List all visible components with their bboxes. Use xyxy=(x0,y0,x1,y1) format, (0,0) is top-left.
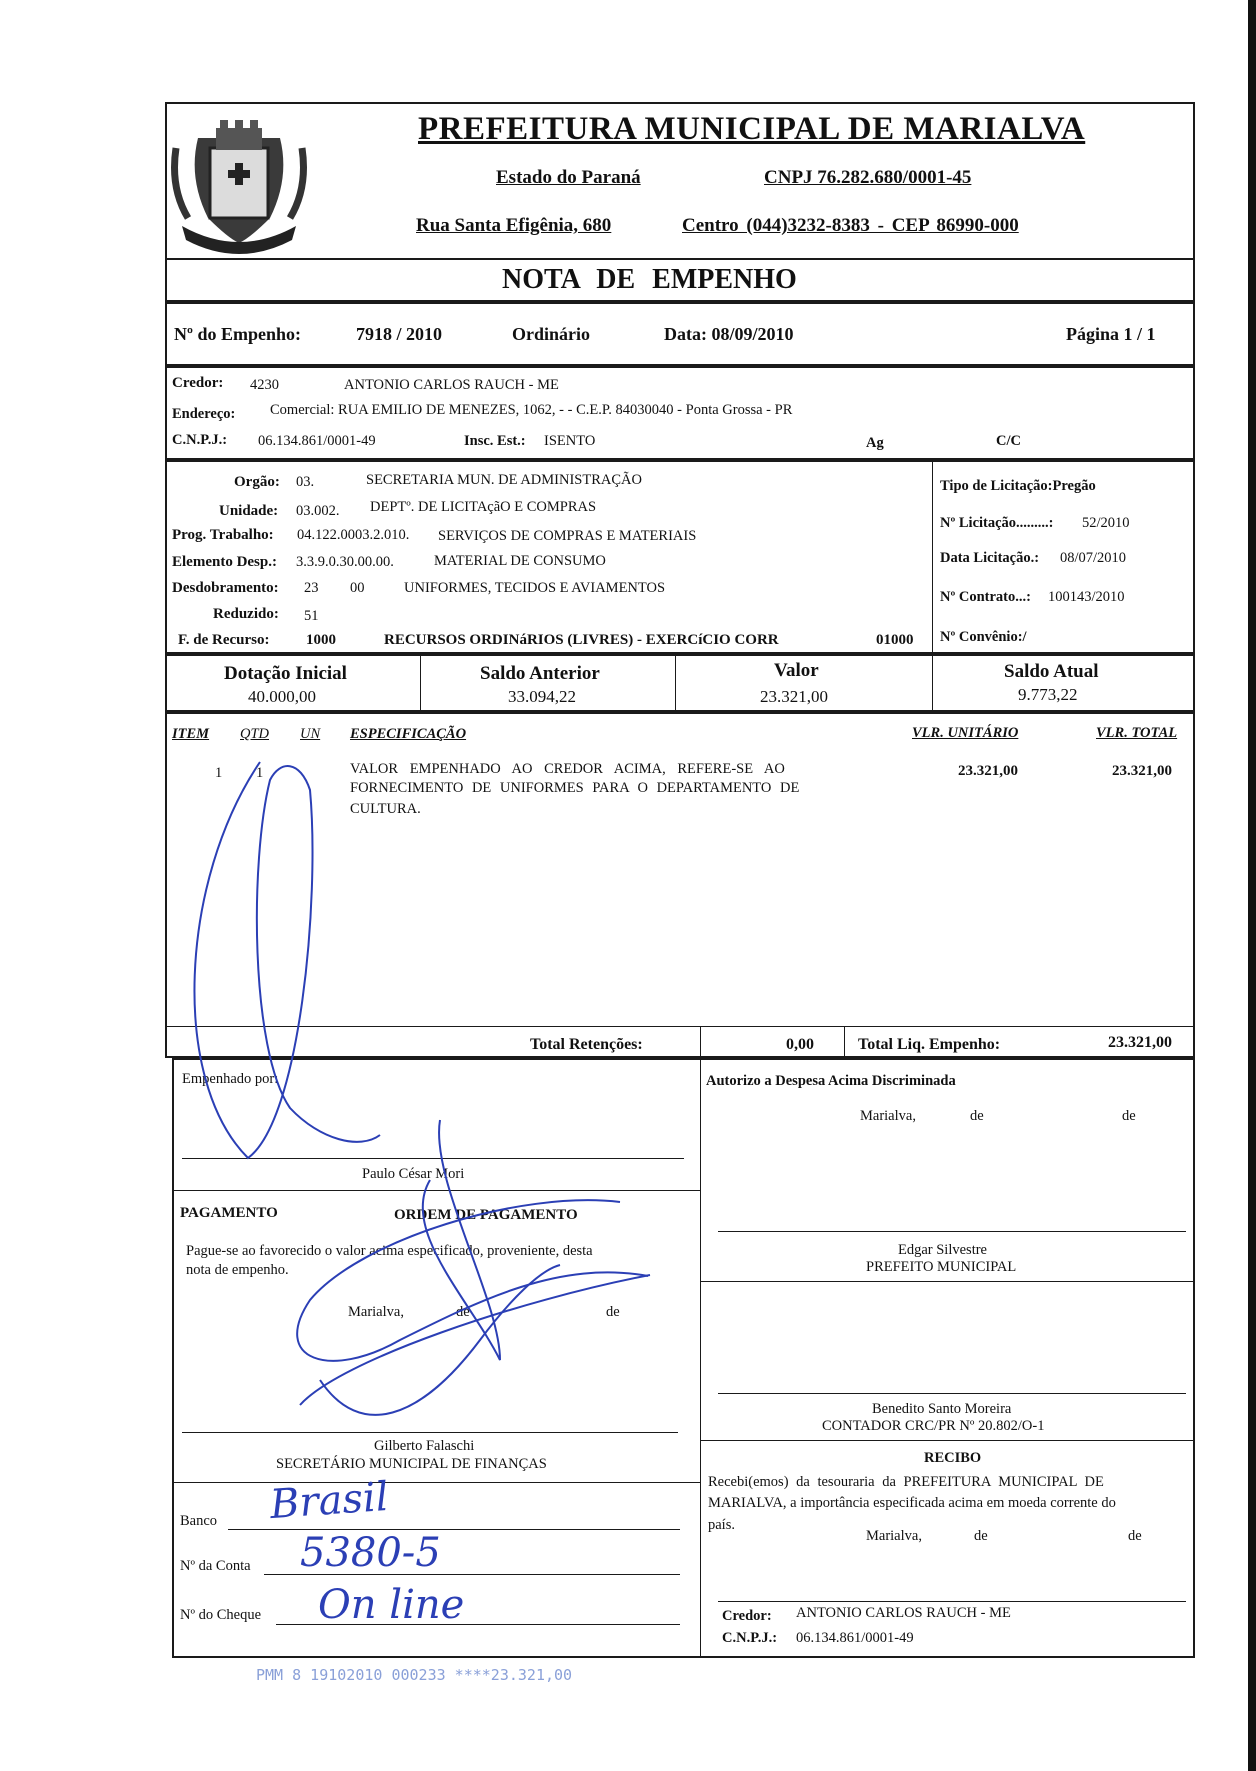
classificacao-divider xyxy=(932,460,933,654)
unidade-label: Unidade: xyxy=(219,503,279,519)
recibo-texto-3: país. xyxy=(708,1517,735,1533)
recibo-cidade: Marialva, xyxy=(866,1528,922,1544)
col-un: UN xyxy=(300,726,321,742)
desd-cod1: 23 xyxy=(304,580,319,596)
licitacao-data: 08/07/2010 xyxy=(1060,550,1127,566)
saldo-atual-valor: 9.773,22 xyxy=(1018,685,1078,704)
ordem-pagamento-label: ORDEM DE PAGAMENTO xyxy=(394,1207,578,1223)
row-espec-2: FORNECIMENTO DE UNIFORMES PARA O DEPARTAMENTO DE xyxy=(350,780,800,796)
header-endereco: Rua Santa Efigênia, 680 xyxy=(416,215,612,236)
empenho-label: Nº do Empenho: xyxy=(174,324,301,344)
desd-desc: UNIFORMES, TECIDOS E AVIAMENTOS xyxy=(404,580,666,596)
col-qtd: QTD xyxy=(240,726,270,742)
credor-insc-label: Insc. Est.: xyxy=(464,433,526,449)
doc-title: NOTA DE EMPENHO xyxy=(502,264,797,295)
header-estado: Estado do Paraná xyxy=(496,167,641,188)
autorizo-de2: de xyxy=(1122,1108,1136,1124)
prefeito-signature-line xyxy=(718,1231,1186,1232)
municipal-coat-of-arms-icon xyxy=(168,108,310,256)
header-title: PREFEITURA MUNICIPAL DE MARIALVA xyxy=(418,111,1086,147)
recibo-texto-1: Recebi(emos) da tesouraria da PREFEITURA MUNICIPAL DE xyxy=(708,1474,1104,1490)
prog-cod: 04.122.0003.2.010. xyxy=(297,527,410,543)
banco-handwritten: Brasil xyxy=(268,1473,390,1529)
pagamento-de1: de xyxy=(456,1304,470,1320)
pagamento-label: PAGAMENTO xyxy=(180,1205,278,1221)
licitacao-contrato: 100143/2010 xyxy=(1048,589,1125,605)
reduzido-cod: 51 xyxy=(304,608,319,624)
col-item: ITEM xyxy=(172,726,210,742)
payment-stamp: PMM 8 19102010 000233 ****23.321,00 xyxy=(256,1666,573,1684)
row-espec-1: VALOR EMPENHADO AO CREDOR ACIMA, REFERE-SE AO xyxy=(350,761,785,777)
scan-edge xyxy=(1248,0,1256,1771)
dotacao-label: Dotação Inicial xyxy=(224,663,347,684)
empenhado-label: Empenhado por: xyxy=(182,1071,279,1087)
conta-handwritten: 5380-5 xyxy=(300,1530,441,1576)
autorizo-label: Autorizo a Despesa Acima Discriminada xyxy=(706,1073,956,1089)
row-vlr-unitario: 23.321,00 xyxy=(958,763,1018,779)
desd-label: Desdobramento: xyxy=(172,580,279,596)
row-item: 1 xyxy=(215,765,223,781)
frec-num: 01000 xyxy=(876,632,914,648)
frec-desc: RECURSOS ORDINáRIOS (LIVRES) - EXERCíCIO CORR xyxy=(384,632,779,648)
credor-endereco: Comercial: RUA EMILIO DE MENEZES, 1062, - - C.E.P. 84030040 - Ponta Grossa - PR xyxy=(270,402,793,418)
elem-label: Elemento Desp.: xyxy=(172,554,277,570)
pagamento-top xyxy=(172,1190,700,1191)
contador-nome: Benedito Santo Moreira xyxy=(872,1401,1012,1417)
saldo-anterior-valor: 33.094,22 xyxy=(508,687,576,706)
licitacao-tipo: Tipo de Licitação:Pregão xyxy=(940,478,1096,494)
pagamento-cidade: Marialva, xyxy=(348,1304,404,1320)
credor-label: Credor: xyxy=(172,375,224,391)
empenho-pagina: Página 1 / 1 xyxy=(1066,324,1156,344)
empenhado-nome: Paulo César Mori xyxy=(362,1166,465,1182)
recibo-de1: de xyxy=(974,1528,988,1544)
secretario-cargo: SECRETÁRIO MUNICIPAL DE FINANÇAS xyxy=(276,1456,547,1472)
prefeito-nome: Edgar Silvestre xyxy=(898,1242,987,1258)
saldo-anterior-label: Saldo Anterior xyxy=(480,663,600,684)
empenho-numero: 7918 / 2010 xyxy=(356,324,443,344)
orgao-cod: 03. xyxy=(296,474,315,490)
credor-insc: ISENTO xyxy=(544,433,596,449)
recibo-section-top xyxy=(700,1440,1195,1441)
orgao-desc: SECRETARIA MUN. DE ADMINISTRAÇÃO xyxy=(366,472,642,488)
frec-cod: 1000 xyxy=(306,632,336,648)
empenho-tipo: Ordinário xyxy=(512,324,591,344)
credor-cnpj-label: C.N.P.J.: xyxy=(172,432,228,448)
saldos-div1 xyxy=(420,654,421,712)
totais-top xyxy=(165,1026,1195,1027)
credor-cnpj: 06.134.861/0001-49 xyxy=(258,433,376,449)
valor-valor: 23.321,00 xyxy=(760,687,828,706)
row-vlr-total: 23.321,00 xyxy=(1112,763,1172,779)
dotacao-valor: 40.000,00 xyxy=(248,687,316,706)
licitacao-numero: 52/2010 xyxy=(1082,515,1130,531)
total-liq-label: Total Liq. Empenho: xyxy=(858,1036,1001,1053)
cheque-handwritten: On line xyxy=(318,1582,465,1628)
licitacao-contrato-label: Nº Contrato...: xyxy=(940,589,1031,605)
saldos-div3 xyxy=(932,654,933,712)
valor-label: Valor xyxy=(774,660,819,681)
pagamento-texto-2: nota de empenho. xyxy=(186,1262,289,1278)
credor-nome: ANTONIO CARLOS RAUCH - ME xyxy=(344,377,559,393)
totais-div2 xyxy=(844,1026,845,1058)
recibo-de2: de xyxy=(1128,1528,1142,1544)
elem-cod: 3.3.9.0.30.00.00. xyxy=(296,554,394,570)
recibo-credor: ANTONIO CARLOS RAUCH - ME xyxy=(796,1605,1011,1621)
secretario-signature-line xyxy=(182,1432,678,1433)
licitacao-data-label: Data Licitação.: xyxy=(940,550,1040,566)
saldos-div2 xyxy=(675,654,676,712)
empenhado-signature-line xyxy=(182,1158,684,1159)
credor-codigo: 4230 xyxy=(250,377,279,393)
prog-label: Prog. Trabalho: xyxy=(172,527,274,543)
row-espec-3: CULTURA. xyxy=(350,801,421,817)
recibo-texto-2: MARIALVA, a importância especificada acima em moeda corrente do xyxy=(708,1495,1116,1511)
recibo-cnpj: 06.134.861/0001-49 xyxy=(796,1630,914,1646)
unidade-desc: DEPTº. DE LICITAçãO E COMPRAS xyxy=(370,499,597,515)
contador-signature-line xyxy=(718,1393,1186,1394)
total-liq-valor: 23.321,00 xyxy=(1108,1034,1172,1051)
recibo-signature-line xyxy=(718,1601,1186,1602)
autorizo-cidade: Marialva, xyxy=(860,1108,916,1124)
recibo-cnpj-label: C.N.P.J.: xyxy=(722,1630,778,1646)
total-retencoes-label: Total Retenções: xyxy=(530,1036,643,1053)
credor-ag-label: Ag xyxy=(866,435,884,451)
contador-section-top xyxy=(700,1281,1195,1282)
recibo-label: RECIBO xyxy=(924,1450,982,1466)
recibo-credor-label: Credor: xyxy=(722,1608,772,1624)
secretario-nome: Gilberto Falaschi xyxy=(374,1438,475,1454)
licitacao-numero-label: Nº Licitação.........: xyxy=(940,515,1054,531)
totais-div1 xyxy=(700,1026,701,1058)
reduzido-label: Reduzido: xyxy=(213,606,279,622)
header-cnpj: CNPJ 76.282.680/0001-45 xyxy=(764,167,972,188)
orgao-label: Orgão: xyxy=(234,474,280,490)
banco-section-top xyxy=(172,1482,700,1483)
elem-desc: MATERIAL DE CONSUMO xyxy=(434,553,606,569)
contador-cargo: CONTADOR CRC/PR Nº 20.802/O-1 xyxy=(822,1418,1045,1434)
pagamento-de2: de xyxy=(606,1304,620,1320)
frec-label: F. de Recurso: xyxy=(178,632,270,648)
banco-line xyxy=(228,1529,680,1530)
col-especificacao: ESPECIFICAÇÃO xyxy=(350,726,467,742)
total-retencoes-valor: 0,00 xyxy=(786,1036,814,1053)
saldo-atual-label: Saldo Atual xyxy=(1004,661,1099,682)
header-contato: Centro (044)3232-8383 - CEP 86990-000 xyxy=(682,215,1019,236)
credor-cc-label: C/C xyxy=(996,433,1021,449)
credor-endereco-label: Endereço: xyxy=(172,406,236,422)
conta-label: Nº da Conta xyxy=(180,1558,251,1574)
desd-cod2: 00 xyxy=(350,580,365,596)
pagamento-texto-1: Pague-se ao favorecido o valor acima especificado, proveniente, desta xyxy=(186,1243,593,1259)
prog-desc: SERVIÇOS DE COMPRAS E MATERIAIS xyxy=(438,528,697,544)
banco-label: Banco xyxy=(180,1513,218,1529)
empenho-data: Data: 08/09/2010 xyxy=(664,324,794,344)
prefeito-cargo: PREFEITO MUNICIPAL xyxy=(866,1259,1017,1275)
cheque-label: Nº do Cheque xyxy=(180,1607,262,1623)
row-qtd: 1 xyxy=(256,765,264,781)
autorizo-de1: de xyxy=(970,1108,984,1124)
col-vlr-total: VLR. TOTAL xyxy=(1096,725,1178,741)
bottom-divider xyxy=(700,1058,701,1658)
unidade-cod: 03.002. xyxy=(296,503,340,519)
col-vlr-unitario: VLR. UNITÁRIO xyxy=(912,725,1019,741)
licitacao-convenio: Nº Convênio:/ xyxy=(940,629,1027,645)
